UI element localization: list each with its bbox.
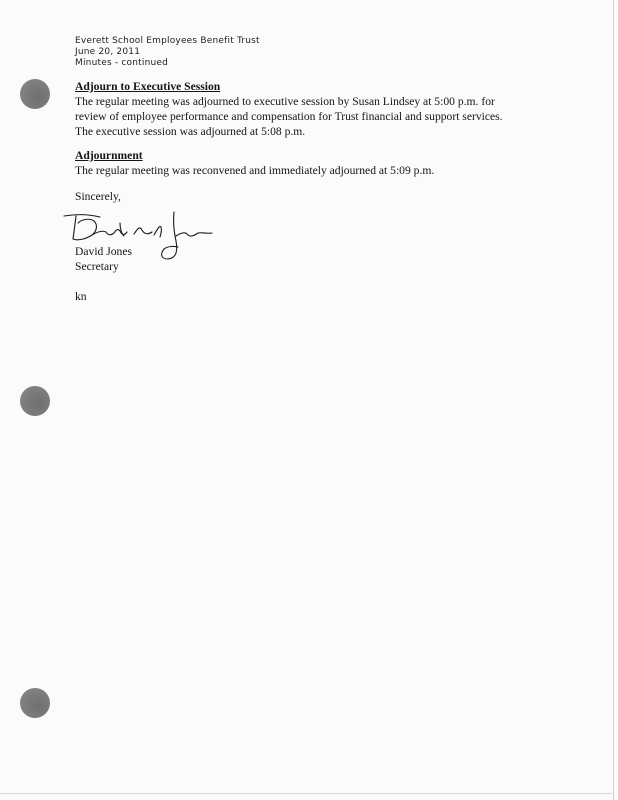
paragraph-line: The regular meeting was adjourned to executive session by Susan Lindsey at 5:00 p.m. for [75,95,495,108]
signer-title: Secretary [75,260,119,273]
page-edge-right [613,0,614,800]
paragraph-line: review of employee performance and compensation for Trust financial and support services. [75,110,503,123]
section-executive-session [75,79,545,139]
header-subtitle: Minutes - continued [75,58,169,68]
binder-hole-middle [20,386,50,416]
document-header [75,36,260,69]
header-date: June 20, 2011 [75,47,141,57]
section-heading: Adjournment [75,149,143,162]
binder-hole-top [20,79,50,109]
section-paragraph [75,163,545,178]
section-adjournment [75,148,545,178]
section-paragraph [75,94,545,139]
paragraph-line: The regular meeting was reconvened and immediately adjourned at 5:09 p.m. [75,164,435,177]
salutation: Sincerely, [75,190,121,203]
signer-name: David Jones [75,245,132,258]
typist-initials: kn [75,290,87,303]
paragraph-line: The executive session was adjourned at 5:08 p.m. [75,125,306,138]
page-edge-bottom [0,793,612,794]
signer-block [75,244,132,274]
section-heading: Adjourn to Executive Session [75,80,221,93]
header-organization: Everett School Employees Benefit Trust [75,36,260,46]
binder-hole-bottom [20,688,50,718]
